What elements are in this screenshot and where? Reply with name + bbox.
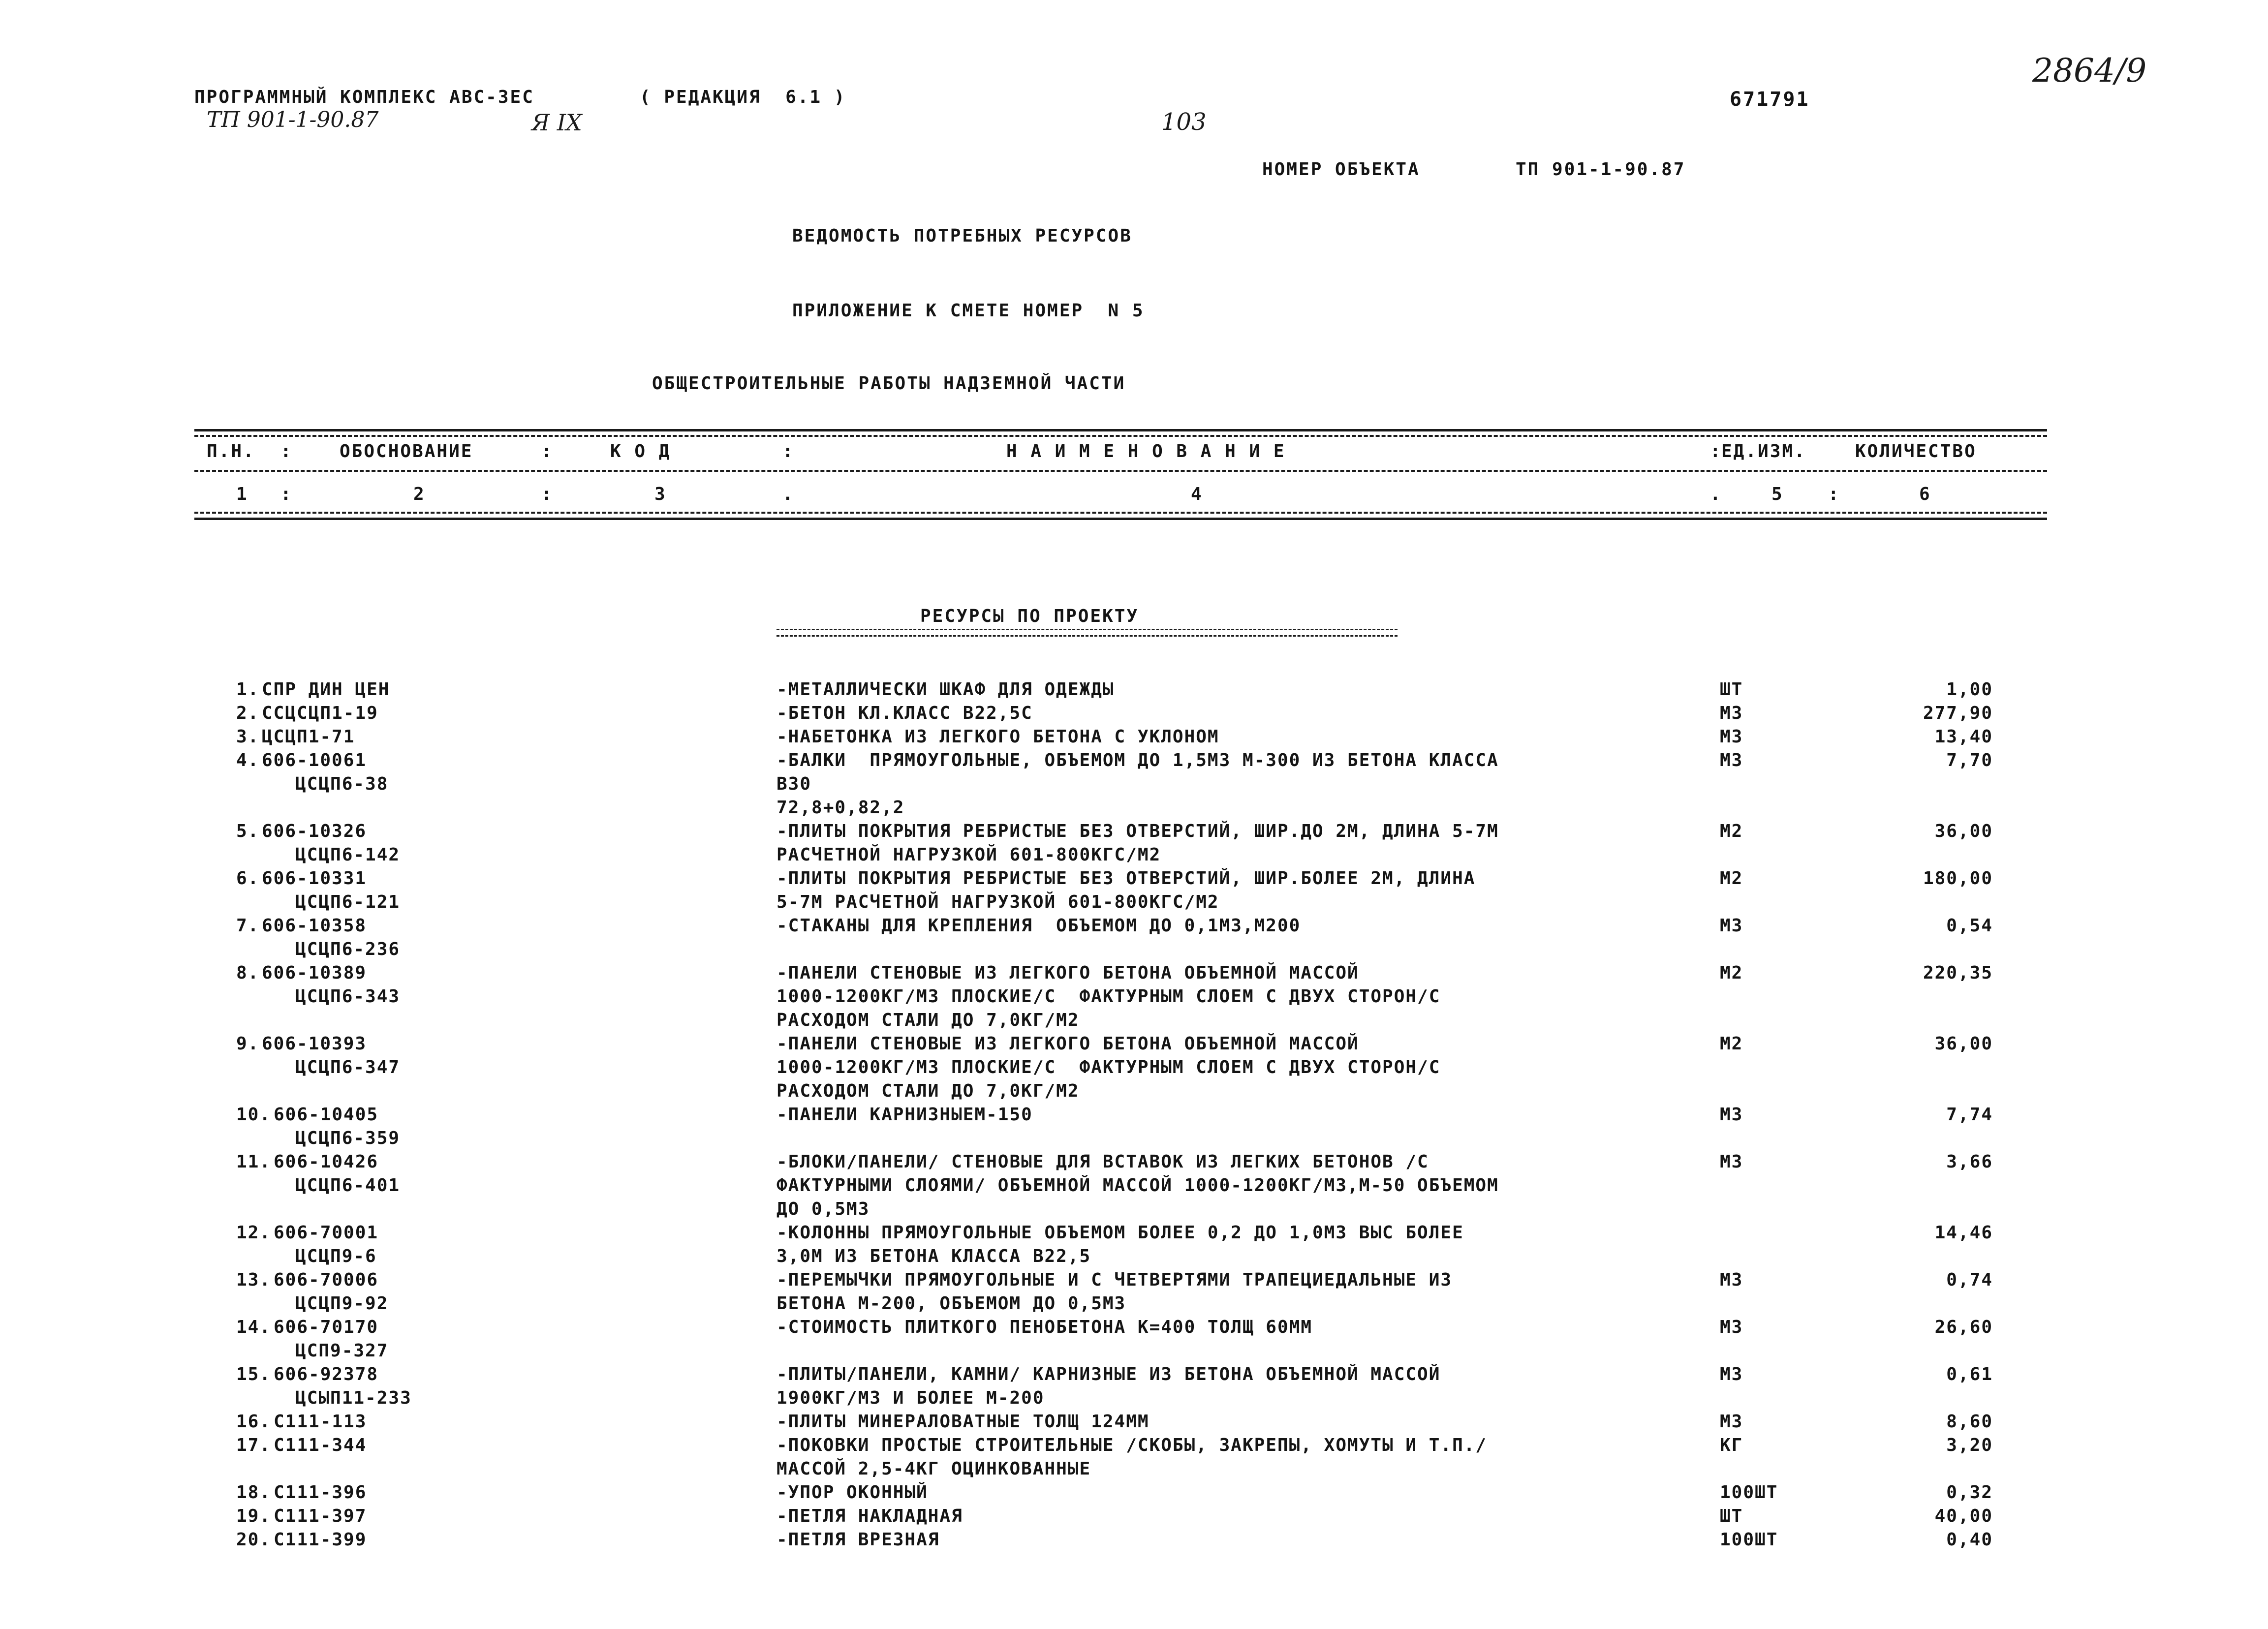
row-basis-secondary: ЦСЦП6-38 (295, 774, 389, 794)
resource-row (0, 702, 2268, 725)
row-basis: 606-92378 (274, 1364, 379, 1384)
col-sep: . (1710, 484, 1722, 504)
col-number-3: 3 (654, 484, 667, 504)
row-unit: ШТ (1720, 1506, 1743, 1526)
col-sep: : (1828, 484, 1840, 504)
row-name-line: -БАЛКИ ПРЯМОУГОЛЬНЫЕ, ОБЪЕМОМ ДО 1,5М3 М-300 ИЗ БЕТОНА КЛАССА (777, 750, 1499, 770)
row-name-line: -СТОИМОСТЬ ПЛИТКОГО ПЕНОБЕТОНА К=400 ТОЛЩ 60ММ (777, 1317, 1312, 1337)
row-number: 10. (236, 1105, 272, 1125)
resource-row (0, 1505, 2268, 1528)
row-name-line: -КОЛОННЫ ПРЯМОУГОЛЬНЫЕ ОБЪЕМОМ БОЛЕЕ 0,2 ДО 1,0М3 ВЫС БОЛЕЕ (777, 1223, 1464, 1243)
archive-number: 671791 (1730, 88, 1810, 111)
row-basis: С111-397 (274, 1506, 367, 1526)
resource-row (0, 820, 2268, 867)
sheet-number-handwritten: 2864/9 (2032, 52, 2147, 90)
row-number: 1. (236, 679, 260, 700)
row-name-line: -ПЛИТЫ ПОКРЫТИЯ РЕБРИСТЫЕ БЕЗ ОТВЕРСТИЙ, ШИР.БОЛЕЕ 2М, ДЛИНА (777, 868, 1476, 889)
album-handwritten: Я IХ (531, 109, 582, 136)
row-unit: 100ШТ (1720, 1530, 1778, 1550)
row-name-line: РАСЧЕТНОЙ НАГРУЗКОЙ 601-800КГС/М2 (777, 845, 1161, 865)
row-basis: 606-70170 (274, 1317, 379, 1337)
col-number-6: 6 (1919, 484, 1931, 504)
resource-row (0, 1221, 2268, 1268)
col-sep: . (782, 484, 795, 504)
resource-row (0, 1268, 2268, 1316)
row-number: 8. (236, 963, 260, 983)
row-quantity: 0,61 (1946, 1364, 1993, 1384)
row-unit: ШТ (1720, 679, 1743, 700)
row-basis-secondary: ЦСП9-327 (295, 1341, 389, 1361)
edition-label: ( РЕДАКЦИЯ 6.1 ) (640, 87, 846, 107)
row-basis-secondary: ЦСЦП6-343 (295, 986, 401, 1007)
row-name-line: МАССОЙ 2,5-4КГ ОЦИНКОВАННЫЕ (777, 1459, 1091, 1479)
row-quantity: 36,00 (1934, 821, 1993, 841)
row-unit: 100ШТ (1720, 1482, 1778, 1503)
row-unit: М3 (1720, 1270, 1743, 1290)
row-number: 19. (236, 1506, 272, 1526)
row-quantity: 1,00 (1946, 679, 1993, 700)
row-basis: 606-10426 (274, 1152, 379, 1172)
row-name-line: -ПАНЕЛИ СТЕНОВЫЕ ИЗ ЛЕГКОГО БЕТОНА ОБЪЕМНОЙ МАССОЙ (777, 963, 1359, 983)
row-unit: М2 (1720, 1034, 1743, 1054)
row-basis: ССЦСЦП1-19 (262, 703, 378, 723)
row-name-line: -ПОКОВКИ ПРОСТЫЕ СТРОИТЕЛЬНЫЕ /СКОБЫ, ЗАКРЕПЫ, ХОМУТЫ И Т.П./ (777, 1435, 1488, 1455)
doc-code-handwritten: ТП 901-1-90.87 (207, 107, 379, 132)
report-title: ВЕДОМОСТЬ ПОТРЕБНЫХ РЕСУРСОВ (792, 226, 1132, 246)
row-number: 7. (236, 916, 260, 936)
row-basis: СПР ДИН ЦЕН (262, 679, 390, 700)
col-header-name: Н А И М Е Н О В А Н И Е (1006, 441, 1286, 461)
program-name: ПРОГРАММНЫЙ КОМПЛЕКС АВС-3ЕС (194, 87, 534, 107)
row-unit: КГ (1720, 1435, 1743, 1455)
header-rule-bottom (194, 518, 2047, 520)
row-unit: М3 (1720, 750, 1743, 770)
col-number-5: 5 (1771, 484, 1784, 504)
row-name-line: -ПАНЕЛИ СТЕНОВЫЕ ИЗ ЛЕГКОГО БЕТОНА ОБЪЕМНОЙ МАССОЙ (777, 1034, 1359, 1054)
row-number: 2. (236, 703, 260, 723)
row-quantity: 0,32 (1946, 1482, 1993, 1503)
row-name-line: -БЕТОН КЛ.КЛАСС В22,5С (777, 703, 1033, 723)
works-title: ОБЩЕСТРОИТЕЛЬНЫЕ РАБОТЫ НАДЗЕМНОЙ ЧАСТИ (652, 373, 1126, 394)
row-quantity: 0,54 (1946, 916, 1993, 936)
row-number: 3. (236, 727, 260, 747)
row-basis-secondary: ЦСЦП9-92 (295, 1293, 389, 1314)
row-unit: М3 (1720, 1412, 1743, 1432)
row-name-line: -ПЛИТЫ МИНЕРАЛОВАТНЫЕ ТОЛЩ 124ММ (777, 1412, 1150, 1432)
row-quantity: 277,90 (1923, 703, 1993, 723)
row-basis: 606-10061 (262, 750, 367, 770)
header-rule-top (194, 429, 2047, 431)
row-number: 20. (236, 1530, 272, 1550)
row-basis: ЦСЦП1-71 (262, 727, 355, 747)
col-number-4: 4 (1191, 484, 1203, 504)
row-basis: С111-396 (274, 1482, 367, 1503)
row-unit: М3 (1720, 1364, 1743, 1384)
row-name-line: -НАБЕТОНКА ИЗ ЛЕГКОГО БЕТОНА С УКЛОНОМ (777, 727, 1219, 747)
row-basis-secondary: ЦСЦП6-121 (295, 892, 401, 912)
resource-row (0, 1150, 2268, 1221)
col-header-pn: П.Н. (207, 441, 255, 461)
resource-row (0, 1032, 2268, 1103)
row-number: 18. (236, 1482, 272, 1503)
row-basis: 606-70006 (274, 1270, 379, 1290)
row-quantity: 3,66 (1946, 1152, 1993, 1172)
row-name-line: ДО 0,5М3 (777, 1199, 870, 1219)
row-quantity: 13,40 (1934, 727, 1993, 747)
row-number: 4. (236, 750, 260, 770)
resource-row (0, 1410, 2268, 1434)
resource-row (0, 678, 2268, 702)
row-name-line: -ПАНЕЛИ КАРНИЗНЫЕМ-150 (777, 1105, 1033, 1125)
row-name-line: -БЛОКИ/ПАНЕЛИ/ СТЕНОВЫЕ ДЛЯ ВСТАВОК ИЗ ЛЕГКИХ БЕТОНОВ /С (777, 1152, 1429, 1172)
row-basis: 606-70001 (274, 1223, 379, 1243)
row-name-line: РАСХОДОМ СТАЛИ ДО 7,0КГ/М2 (777, 1010, 1080, 1030)
row-name-line: -ПЛИТЫ/ПАНЕЛИ, КАМНИ/ КАРНИЗНЫЕ ИЗ БЕТОНА ОБЪЕМНОЙ МАССОЙ (777, 1364, 1441, 1384)
resource-row (0, 961, 2268, 1032)
row-quantity: 14,46 (1934, 1223, 1993, 1243)
row-name-line: -УПОР ОКОННЫЙ (777, 1482, 928, 1503)
resource-row (0, 867, 2268, 914)
row-number: 12. (236, 1223, 272, 1243)
row-quantity: 220,35 (1923, 963, 1993, 983)
row-name-line: 1000-1200КГ/М3 ПЛОСКИЕ/С ФАКТУРНЫМ СЛОЕМ С ДВУХ СТОРОН/С (777, 986, 1441, 1007)
col-header-basis: ОБОСНОВАНИЕ (340, 441, 473, 461)
row-quantity: 180,00 (1923, 868, 1993, 889)
row-name-line: 5-7М РАСЧЕТНОЙ НАГРУЗКОЙ 601-800КГС/М2 (777, 892, 1219, 912)
row-number: 14. (236, 1317, 272, 1337)
row-quantity: 0,74 (1946, 1270, 1993, 1290)
resource-row (0, 1363, 2268, 1410)
row-unit: М2 (1720, 821, 1743, 841)
row-name-line: 3,0М ИЗ БЕТОНА КЛАССА В22,5 (777, 1246, 1091, 1266)
row-quantity: 36,00 (1934, 1034, 1993, 1054)
row-name-line: 1900КГ/М3 И БОЛЕЕ М-200 (777, 1388, 1045, 1408)
row-unit: М3 (1720, 703, 1743, 723)
row-number: 13. (236, 1270, 272, 1290)
row-unit: М3 (1720, 916, 1743, 936)
row-number: 5. (236, 821, 260, 841)
header-dash-bottom (194, 512, 2047, 514)
row-number: 15. (236, 1364, 272, 1384)
row-quantity: 7,74 (1946, 1105, 1993, 1125)
row-name-line: -ПЛИТЫ ПОКРЫТИЯ РЕБРИСТЫЕ БЕЗ ОТВЕРСТИЙ, ШИР.ДО 2М, ДЛИНА 5-7М (777, 821, 1499, 841)
row-basis-secondary: ЦСЦП6-401 (295, 1175, 401, 1196)
col-sep: : (1710, 441, 1722, 461)
row-name-line: БЕТОНА М-200, ОБЪЕМОМ ДО 0,5М3 (777, 1293, 1126, 1314)
col-sep: : (280, 484, 293, 504)
row-number: 11. (236, 1152, 272, 1172)
row-quantity: 0,40 (1946, 1530, 1993, 1550)
row-name-line: ФАКТУРНЫМИ СЛОЯМИ/ ОБЪЕМНОЙ МАССОЙ 1000-1200КГ/М3,М-50 ОБЪЕМОМ (777, 1175, 1499, 1196)
section-title: РЕСУРСЫ ПО ПРОЕКТУ (920, 606, 1139, 626)
header-dash-top (194, 435, 2047, 437)
resource-row (0, 725, 2268, 749)
row-basis: 606-10393 (262, 1034, 367, 1054)
row-number: 6. (236, 868, 260, 889)
row-unit: М2 (1720, 963, 1743, 983)
row-basis-secondary: ЦСЫП11-233 (295, 1388, 412, 1408)
resource-row (0, 1481, 2268, 1505)
row-basis: 606-10405 (274, 1105, 379, 1125)
row-name-line: -ПЕТЛЯ НАКЛАДНАЯ (777, 1506, 963, 1526)
row-unit: М3 (1720, 1152, 1743, 1172)
row-name-line: 72,8+0,82,2 (777, 798, 905, 818)
row-name-line: -ПЕРЕМЫЧКИ ПРЯМОУГОЛЬНЫЕ И С ЧЕТВЕРТЯМИ ТРАПЕЦИЕДАЛЬНЫЕ ИЗ (777, 1270, 1453, 1290)
row-basis: 606-10358 (262, 916, 367, 936)
row-basis: С111-344 (274, 1435, 367, 1455)
row-name-line: 1000-1200КГ/М3 ПЛОСКИЕ/С ФАКТУРНЫМ СЛОЕМ С ДВУХ СТОРОН/С (777, 1057, 1441, 1077)
row-unit: М3 (1720, 1105, 1743, 1125)
row-basis-secondary: ЦСЦП6-347 (295, 1057, 401, 1077)
row-basis-secondary: ЦСЦП6-236 (295, 939, 401, 959)
row-name-line: -СТАКАНЫ ДЛЯ КРЕПЛЕНИЯ ОБЪЕМОМ ДО 0,1М3,М200 (777, 916, 1301, 936)
row-number: 9. (236, 1034, 260, 1054)
row-name-line: В30 (777, 774, 812, 794)
row-quantity: 26,60 (1934, 1317, 1993, 1337)
col-header-code: К О Д (610, 441, 671, 461)
row-basis-secondary: ЦСЦП6-142 (295, 845, 401, 865)
row-basis: С111-113 (274, 1412, 367, 1432)
row-basis: 606-10331 (262, 868, 367, 889)
row-basis-secondary: ЦСЦП6-359 (295, 1128, 401, 1148)
row-basis-secondary: ЦСЦП9-6 (295, 1246, 377, 1266)
row-basis: С111-399 (274, 1530, 367, 1550)
resource-row (0, 1528, 2268, 1552)
header-dash-mid (194, 470, 2047, 472)
row-number: 17. (236, 1435, 272, 1455)
row-unit: М3 (1720, 727, 1743, 747)
row-quantity: 7,70 (1946, 750, 1993, 770)
row-unit: М2 (1720, 868, 1743, 889)
row-basis: 606-10326 (262, 821, 367, 841)
resource-row (0, 1434, 2268, 1481)
col-number-1: 1 (236, 484, 249, 504)
row-name-line: РАСХОДОМ СТАЛИ ДО 7,0КГ/М2 (777, 1081, 1080, 1101)
col-number-2: 2 (413, 484, 426, 504)
col-sep: : (280, 441, 293, 461)
row-number: 16. (236, 1412, 272, 1432)
section-title-underline (777, 629, 1398, 637)
row-name-line: -МЕТАЛЛИЧЕСКИ ШКАФ ДЛЯ ОДЕЖДЫ (777, 679, 1115, 700)
row-quantity: 3,20 (1946, 1435, 1993, 1455)
resource-row (0, 1103, 2268, 1150)
appendix-title: ПРИЛОЖЕНИЕ К СМЕТЕ НОМЕР N 5 (792, 301, 1145, 321)
resource-row (0, 914, 2268, 961)
resource-row (0, 1316, 2268, 1363)
row-unit: М3 (1720, 1317, 1743, 1337)
row-quantity: 40,00 (1934, 1506, 1993, 1526)
page-number: 103 (1161, 108, 1207, 136)
col-header-qty: КОЛИЧЕСТВО (1855, 441, 1977, 461)
col-sep: : (541, 484, 554, 504)
object-number-label: НОМЕР ОБЪЕКТА (1262, 159, 1420, 180)
row-basis: 606-10389 (262, 963, 367, 983)
col-sep: : (541, 441, 554, 461)
object-number-value: ТП 901-1-90.87 (1516, 159, 1686, 180)
resource-row (0, 749, 2268, 820)
col-sep: : (782, 441, 795, 461)
col-header-unit: ЕД.ИЗМ. (1721, 441, 1806, 461)
row-quantity: 8,60 (1946, 1412, 1993, 1432)
row-name-line: -ПЕТЛЯ ВРЕЗНАЯ (777, 1530, 940, 1550)
